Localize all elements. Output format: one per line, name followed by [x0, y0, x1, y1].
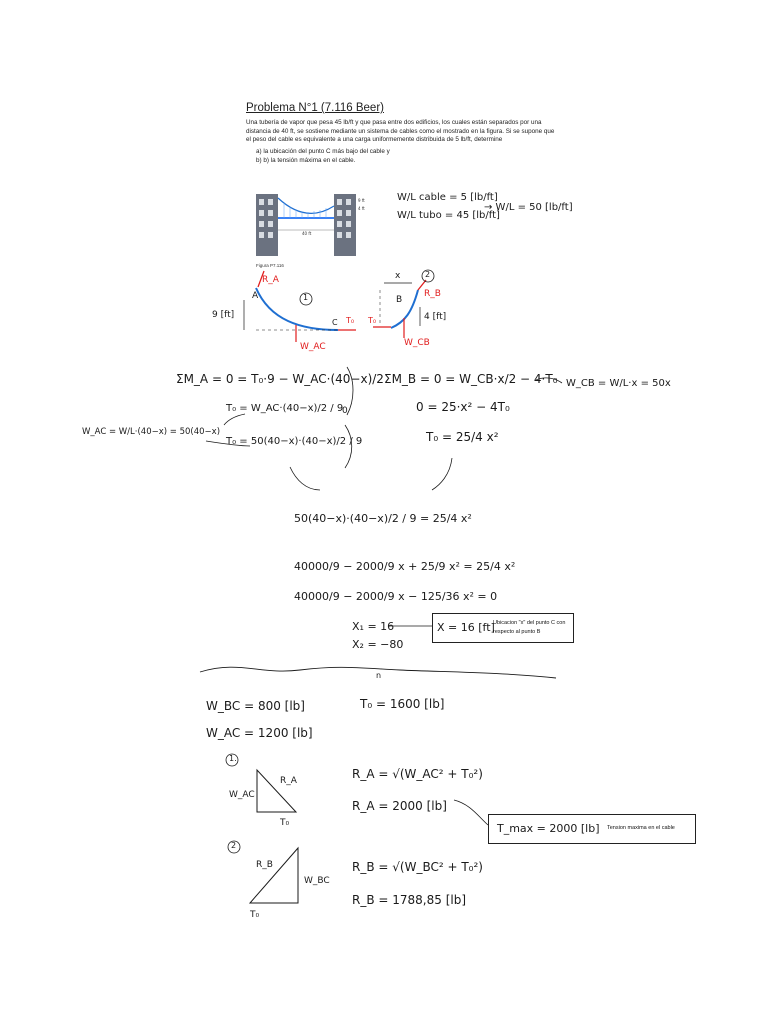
result-wbc: W_BC = 800 [lb]	[206, 699, 305, 713]
label-x: x	[395, 271, 401, 281]
equation-t0-a2: T₀ = 50(40−x)·(40−x)/2 / 9	[226, 436, 363, 447]
label-point-a: A	[252, 291, 259, 301]
equation-b2: 0 = 25·x² − 4T₀	[416, 400, 510, 414]
separator-mark: n	[376, 671, 382, 680]
root-2: X₂ = −80	[352, 638, 404, 651]
label-point-c: C	[332, 318, 338, 327]
answer-x-box	[432, 613, 574, 643]
equation-moment-b: ΣM_B = 0 = W_CB·x/2 − 4·T₀	[384, 372, 558, 386]
equation-t0-a1: T₀ = W_AC·(40−x)/2 / 9	[226, 403, 344, 414]
label-w-ac: W_AC	[300, 342, 326, 352]
triangle-1-ra: R_A	[280, 776, 297, 786]
label-reaction-b: R_B	[424, 289, 441, 299]
equation-b3: T₀ = 25/4 x²	[426, 430, 499, 444]
triangle-2-wbc: W_BC	[304, 876, 330, 886]
answer-x: X = 16 [ft]	[437, 621, 495, 634]
load-tube: W/L tubo = 45 [lb/ft]	[397, 210, 500, 221]
circle-label-2: 2	[425, 270, 431, 279]
problem-text: Una tubería de vapor que pesa 45 lb/ft y que pasa entre dos edificios, los cuales están separados por una distancia de 40 ft, se sostiene mediante un sistema de cables como el mostrado en la figura. Si se supone que el peso del cable es equivalente a una carga uniformemente distribuida de 5 lb/ft, determine	[246, 118, 555, 144]
question-b: b) b) la tensión máxima en el cable.	[256, 156, 356, 164]
ra-value: R_A = 2000 [lb]	[352, 799, 447, 813]
zero-left: 0	[342, 406, 348, 416]
problem-title: Problema N°1 (7.116 Beer)	[246, 102, 384, 114]
triangle-2-rb: R_B	[256, 860, 273, 870]
load-total: → W/L = 50 [lb/ft]	[484, 202, 573, 213]
rb-value: R_B = 1788,85 [lb]	[352, 893, 467, 907]
triangle-1-t0: T₀	[280, 818, 290, 828]
equation-moment-a: ΣM_A = 0 = T₀·9 − W_AC·(40−x)/2	[176, 372, 384, 386]
equation-expand-2: 40000/9 − 2000/9 x − 125/36 x² = 0	[294, 590, 498, 603]
label-4ft: 4 [ft]	[424, 312, 447, 322]
figure-caption: Figura P7.116	[256, 263, 284, 268]
rb-formula: R_B = √(W_BC² + T₀²)	[352, 860, 483, 874]
root-1: X₁ = 16	[352, 620, 395, 633]
label-t0-right: T₀	[368, 316, 377, 325]
svg-text:40 ft: 40 ft	[302, 231, 312, 236]
equation-wcb: W_CB = W/L·x = 50x	[566, 378, 671, 389]
result-wac: W_AC = 1200 [lb]	[206, 726, 313, 740]
circle-label-1: 1	[303, 293, 309, 302]
triangle-2-number: 2	[231, 841, 237, 850]
tmax-box	[488, 814, 696, 844]
label-reaction-a: R_A	[262, 275, 279, 285]
label-9ft: 9 [ft]	[212, 310, 235, 320]
triangle-1-wac: W_AC	[229, 790, 255, 800]
label-t0-left: T₀	[346, 316, 355, 325]
triangle-1-number: 1.	[229, 754, 237, 763]
result-t0: T₀ = 1600 [lb]	[360, 697, 445, 711]
answer-x-note: Ubicacion "x" del punto C con respecto al punto B	[493, 620, 566, 635]
load-cable: W/L cable = 5 [lb/ft]	[397, 192, 498, 203]
equation-wac: W_AC = W/L·(40−x) = 50(40−x)	[82, 427, 221, 437]
tmax-value: T_max = 2000 [lb]	[497, 822, 600, 835]
svg-text:9 ft: 9 ft	[358, 198, 365, 203]
label-point-b: B	[396, 295, 403, 305]
label-w-cb: W_CB	[404, 338, 430, 348]
triangle-2-t0: T₀	[250, 910, 260, 920]
ra-formula: R_A = √(W_AC² + T₀²)	[352, 767, 483, 781]
equation-equal: 50(40−x)·(40−x)/2 / 9 = 25/4 x²	[294, 512, 472, 525]
tmax-note: Tension maxima en el cable	[607, 825, 675, 831]
equation-expand-1: 40000/9 − 2000/9 x + 25/9 x² = 25/4 x²	[294, 560, 516, 573]
question-a: a) la ubicación del punto C más bajo del cable y	[256, 148, 390, 156]
svg-text:4 ft: 4 ft	[358, 206, 365, 211]
